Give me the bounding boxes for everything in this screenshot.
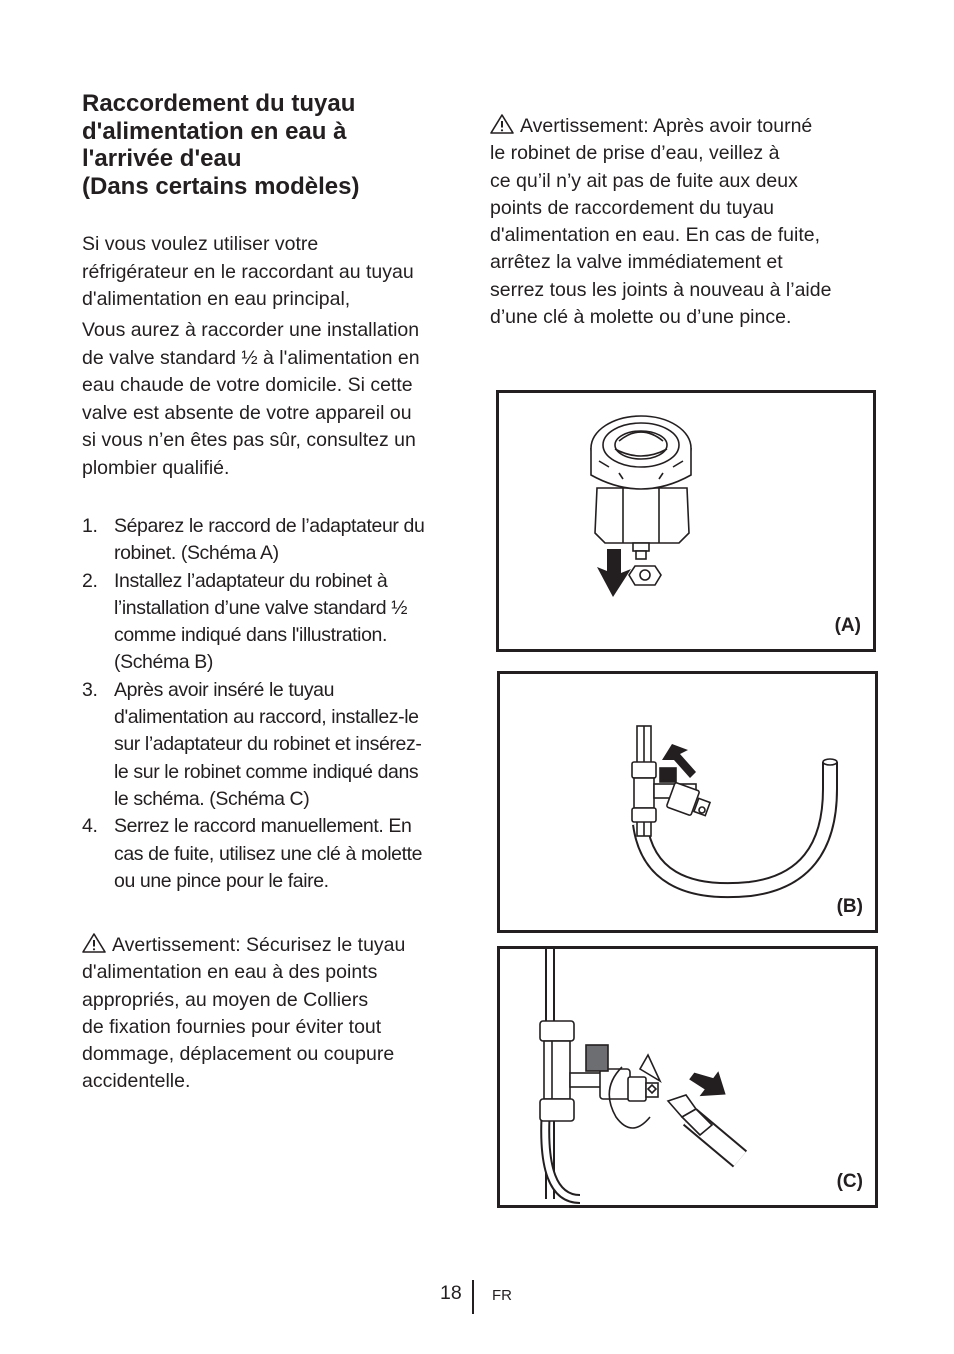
title-line: l'arrivée d'eau xyxy=(82,145,242,172)
step-number: 4. xyxy=(82,815,98,838)
text-line: Vous aurez à raccorder une installation xyxy=(82,319,420,341)
warning-text-line: Avertissement: Sécurisez le tuyau xyxy=(112,934,406,956)
valve-hose-illustration xyxy=(500,674,875,930)
step-text-line: sur l’adaptateur du robinet et insérez- xyxy=(114,733,422,756)
text-line: d'alimentation en eau principal, xyxy=(82,288,351,310)
step-number: 1. xyxy=(82,515,98,537)
warning-text-line: serrez tous les joints à nouveau à l’aide xyxy=(490,278,832,301)
warning-text-line: ce qu’il n’y ait pas de fuite aux deux xyxy=(490,169,798,192)
warning-right xyxy=(490,113,890,331)
step-item xyxy=(82,513,482,568)
step-number: 2. xyxy=(82,569,98,592)
step-text-line: ou une pince pour le faire. xyxy=(114,869,329,892)
step-text-line: cas de fuite, utilisez une clé à molette xyxy=(114,842,423,865)
figure-label: (C) xyxy=(836,1171,863,1192)
warning-text-line: de fixation fournies pour éviter tout xyxy=(82,1015,382,1038)
warning-text-line: le robinet de prise d’eau, veillez à xyxy=(490,142,780,165)
warning-text-line: dommage, déplacement ou coupure xyxy=(82,1043,395,1066)
text-line: valve est absente de votre appareil ou xyxy=(82,401,412,424)
text-line: de valve standard ½ à l'alimentation en xyxy=(82,346,420,369)
warning-text-line: accidentelle. xyxy=(82,1070,191,1093)
warning-text-line: Avertissement: Après avoir tourné xyxy=(520,115,813,137)
warning-text-line: d'alimentation en eau. En cas de fuite, xyxy=(490,224,821,247)
warning-left xyxy=(82,932,472,1096)
page-number: 18 xyxy=(440,1282,462,1304)
title-line: Raccordement du tuyau xyxy=(82,90,356,117)
text-line: Si vous voulez utiliser votre xyxy=(82,233,319,255)
warning-text-line: d'alimentation en eau à des points xyxy=(82,961,378,984)
language-code: FR xyxy=(492,1287,512,1304)
figure-a xyxy=(496,390,876,652)
warning-triangle-icon xyxy=(490,114,514,134)
figure-label: (B) xyxy=(836,896,863,917)
step-text-line: l’installation d’une valve standard ½ xyxy=(114,596,408,619)
valve-connection-illustration xyxy=(500,949,875,1205)
warning-triangle-icon xyxy=(82,933,106,953)
step-text-line: Après avoir inséré le tuyau xyxy=(114,678,335,701)
warning-text-line: appropriés, au moyen de Colliers xyxy=(82,988,369,1011)
title-line: d'alimentation en eau à xyxy=(82,117,347,145)
footer-divider xyxy=(472,1280,474,1314)
text-line: réfrigérateur en le raccordant au tuyau xyxy=(82,260,414,283)
step-text-line: Séparez le raccord de l’adaptateur du xyxy=(114,515,425,537)
step-text-line: Installez l’adaptateur du robinet à xyxy=(114,569,388,592)
intro-paragraph-1 xyxy=(82,231,472,314)
figure-b xyxy=(497,671,878,933)
warning-text-line: arrêtez la valve immédiatement et xyxy=(490,251,783,274)
step-text-line: le sur le robinet comme indiqué dans xyxy=(114,760,419,783)
step-text-line: robinet. (Schéma A) xyxy=(114,542,279,565)
warning-text-line: d’une clé à molette ou d’une pince. xyxy=(490,306,792,329)
figure-c xyxy=(497,946,878,1208)
step-text-line: le schéma. (Schéma C) xyxy=(114,787,310,810)
section-title xyxy=(82,90,462,200)
title-line: (Dans certains modèles) xyxy=(82,172,360,200)
step-text-line: (Schéma B) xyxy=(114,651,213,674)
step-item xyxy=(82,677,482,813)
step-number: 3. xyxy=(82,678,98,701)
step-item xyxy=(82,813,482,895)
text-line: eau chaude de votre domicile. Si cette xyxy=(82,374,413,396)
warning-text-line: points de raccordement du tuyau xyxy=(490,196,775,219)
step-text-line: comme indiqué dans l'illustration. xyxy=(114,624,388,647)
step-item xyxy=(82,568,482,677)
figure-label: (A) xyxy=(834,615,861,636)
instruction-steps xyxy=(82,513,482,895)
text-line: si vous n’en êtes pas sûr, consultez un xyxy=(82,429,416,451)
text-line: plombier qualifié. xyxy=(82,456,230,479)
step-text-line: d'alimentation au raccord, installez-le xyxy=(114,706,419,729)
faucet-adapter-illustration xyxy=(499,393,873,649)
intro-paragraph-2 xyxy=(82,317,472,482)
step-text-line: Serrez le raccord manuellement. En xyxy=(114,815,412,838)
